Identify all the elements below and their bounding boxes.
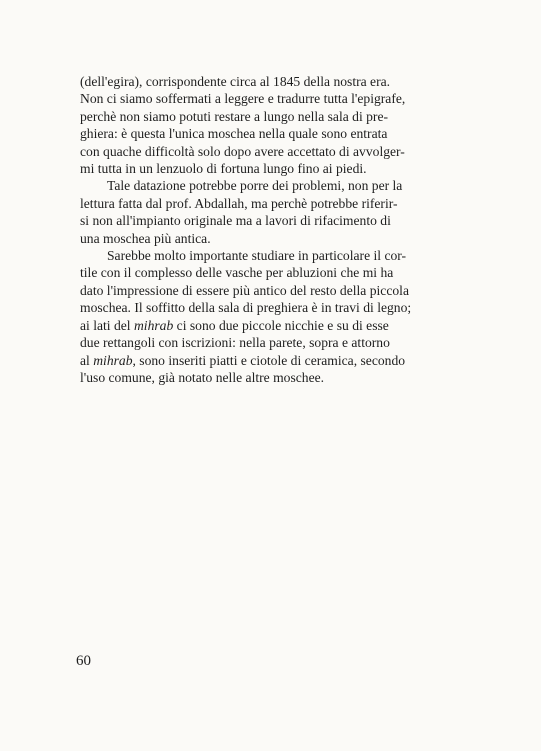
text-line: ai lati del mihrab ci sono due piccole nicchie e su di esse	[80, 317, 389, 333]
text-line: tile con il complesso delle vasche per abluzioni che mi ha	[80, 265, 394, 281]
text-line: due rettangoli con iscrizioni: nella parete, sopra e attorno	[80, 335, 390, 351]
text-line: l'uso comune, già notato nelle altre moschee.	[80, 369, 325, 385]
text-line: Non ci siamo soffermati a leggere e tradurre tutta l'epigrafe,	[80, 91, 406, 107]
text-line: mi tutta in un lenzuolo di fortuna lungo fino ai piedi.	[80, 161, 367, 177]
text-line: Tale datazione potrebbe porre dei problemi, non per la	[107, 178, 403, 194]
text-line: una moschea più antica.	[80, 230, 211, 246]
page-number: 60	[76, 653, 91, 669]
text-line: dato l'impressione di essere più antico del resto della piccola	[80, 282, 409, 298]
paragraph-1	[80, 73, 473, 177]
text-line: al mihrab, sono inseriti piatti e ciotole di ceramica, secondo	[80, 352, 406, 368]
text-line: Sarebbe molto importante studiare in particolare il cor-	[107, 248, 407, 264]
text-line: (dell'egira), corrispondente circa al 1845 della nostra era.	[80, 74, 391, 89]
text-line: con quache difficoltà solo dopo avere accettato di avvolger-	[80, 143, 405, 159]
text-line: perchè non siamo potuti restare a lungo nella sala di pre-	[80, 108, 389, 124]
text-line: lettura fatta dal prof. Abdallah, ma perchè potrebbe riferir-	[80, 195, 398, 211]
text-line: si non all'impianto originale ma a lavori di rifacimento di	[80, 213, 391, 229]
text-line: ghiera: è questa l'unica moschea nella quale sono entrata	[80, 126, 388, 142]
text-line: moschea. Il soffitto della sala di preghiera è in travi di legno;	[80, 300, 412, 316]
body-text	[80, 73, 473, 386]
paragraph-3	[80, 247, 473, 386]
paragraph-2	[80, 177, 473, 247]
italic-term: mihrab	[93, 352, 133, 368]
italic-term: mihrab	[133, 317, 174, 333]
